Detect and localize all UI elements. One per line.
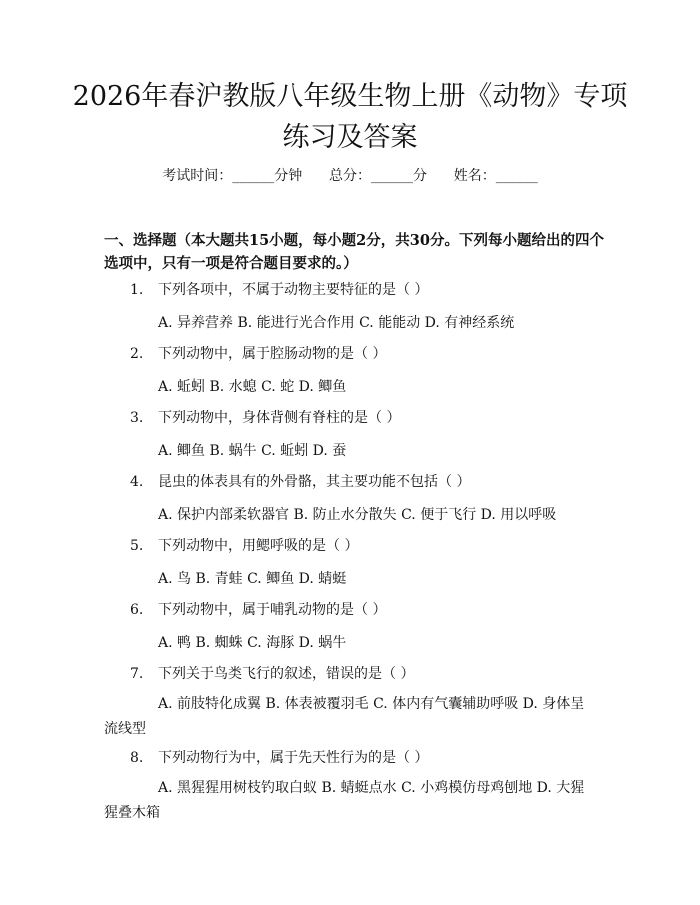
question-8-options: A. 黑猩猩用树枝钓取白蚁 B. 蜻蜓点水 C. 小鸡模仿母鸡刨地 D. 大猩猩叠木箱 <box>104 780 585 821</box>
question-4-options: A. 保护内部柔软器官 B. 防止水分散失 C. 便于飞行 D. 用以呼吸 <box>158 507 557 523</box>
question-number: 3. <box>130 410 144 426</box>
question-stem: 下列动物中，用鳃呼吸的是（ ） <box>158 538 359 554</box>
question-1-options: A. 异养营养 B. 能进行光合作用 C. 能能动 D. 有神经系统 <box>158 315 515 331</box>
question-7-options: A. 前肢特化成翼 B. 体表被覆羽毛 C. 体内有气囊辅助呼吸 D. 身体呈流线型 <box>104 696 585 737</box>
exam-meta-line: 考试时间：______分钟 总分：______分 姓名：______ <box>162 168 538 184</box>
question-stem: 下列各项中，不属于动物主要特征的是（ ） <box>158 282 429 298</box>
document-title: 2026年春沪教版八年级生物上册《动物》专项练习及答案 <box>72 81 628 153</box>
question-6-options: A. 鸭 B. 蜘蛛 C. 海豚 D. 蜗牛 <box>158 635 347 651</box>
question-number: 2. <box>130 346 144 362</box>
question-number: 1. <box>130 282 144 298</box>
question-3-options: A. 鲫鱼 B. 蜗牛 C. 蚯蚓 D. 蚕 <box>158 443 347 459</box>
question-2-options: A. 蚯蚓 B. 水螅 C. 蛇 D. 鲫鱼 <box>158 379 347 395</box>
question-number: 4. <box>130 474 144 490</box>
question-stem: 昆虫的体表具有的外骨骼，其主要功能不包括（ ） <box>158 474 471 490</box>
question-number: 6. <box>130 602 144 618</box>
question-stem: 下列动物中，身体背侧有脊柱的是（ ） <box>158 410 401 426</box>
question-number: 5. <box>130 538 144 554</box>
question-stem: 下列动物中，属于腔肠动物的是（ ） <box>158 346 387 362</box>
question-stem: 下列动物中，属于哺乳动物的是（ ） <box>158 602 387 618</box>
question-stem: 下列关于鸟类飞行的叙述，错误的是（ ） <box>158 666 415 682</box>
question-number: 7. <box>130 666 144 682</box>
section-heading: 一、选择题（本大题共15小题，每小题2分，共30分。下列每小题给出的四个选项中，只有一项是符合题目要求的。） <box>104 232 604 272</box>
question-stem: 下列动物行为中，属于先天性行为的是（ ） <box>158 750 429 766</box>
question-number: 8. <box>130 750 144 766</box>
question-5-options: A. 鸟 B. 青蛙 C. 鲫鱼 D. 蜻蜓 <box>158 571 347 587</box>
